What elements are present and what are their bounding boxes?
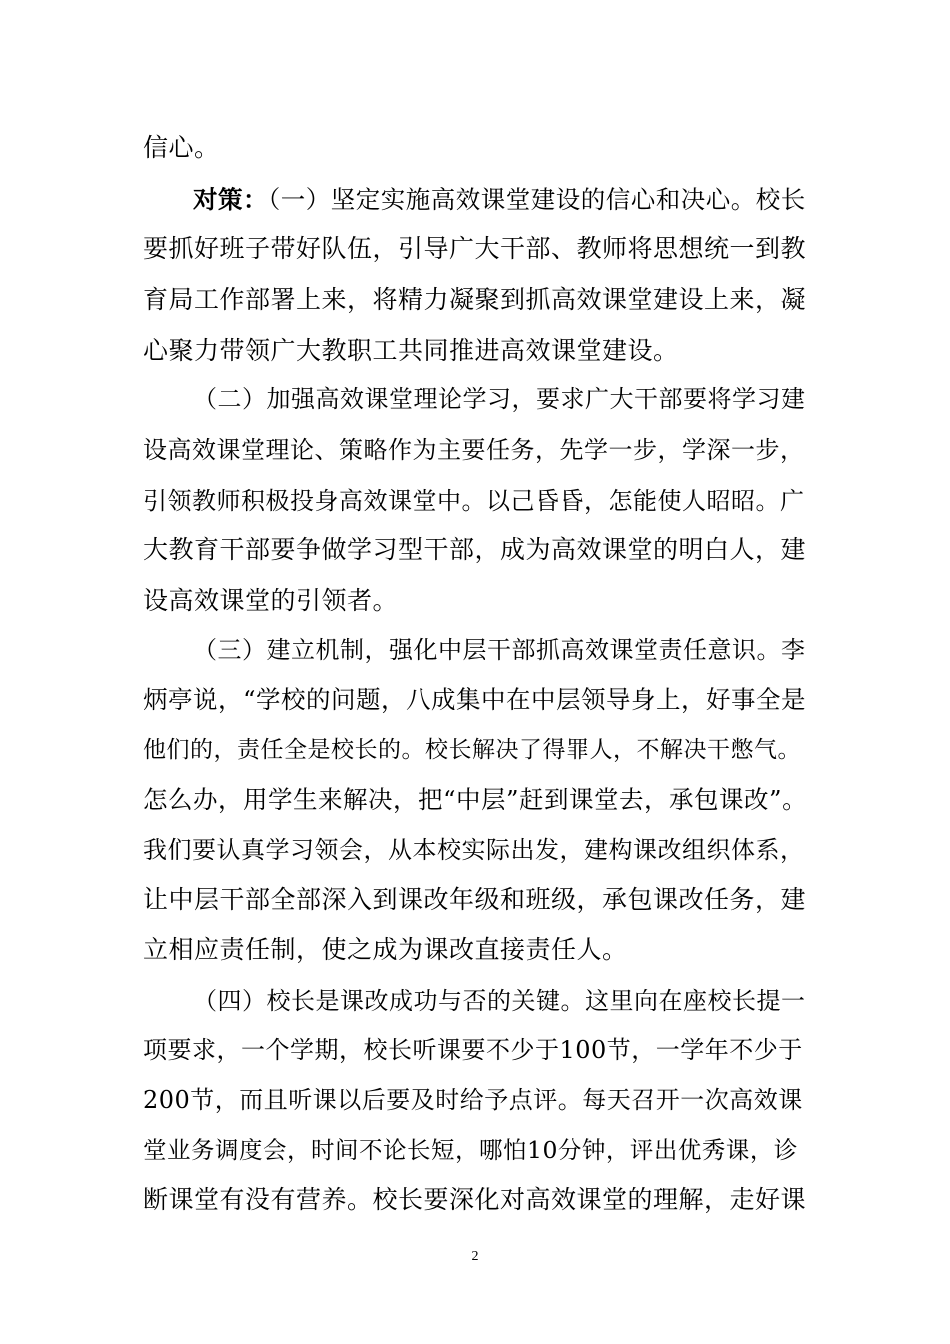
text-line: 引领教师积极投身高效课堂中。以己昏昏，怎能使人昭昭。广 [143, 487, 805, 515]
text-line: 育局工作部署上来，将精力凝聚到抓高效课堂建设上来，凝 [143, 285, 807, 314]
countermeasure-label: 对策： [193, 185, 268, 214]
text-line-countermeasure [193, 180, 806, 220]
text-line: 他们的，责任全是校长的。校长解决了得罪人，不解决干憋气。 [143, 737, 801, 763]
page-number: 2 [471, 1249, 479, 1264]
text-line: 200节，而且听课以后要及时给予点评。每天召开一次高效课 [143, 1086, 803, 1114]
text-line: 心聚力带领广大教职工共同推进高效课堂建设。 [143, 336, 679, 365]
text-line: 断课堂有没有营养。校长要深化对高效课堂的理解，走好课 [143, 1185, 807, 1214]
countermeasure-text: （一）坚定实施高效课堂建设的信心和决心。校长 [268, 185, 806, 214]
text-line: （三）建立机制，强化中层干部抓高效课堂责任意识。李 [193, 636, 806, 664]
text-line: 大教育干部要争做学习型干部，成为高效课堂的明白人，建 [143, 535, 807, 564]
text-line: 堂业务调度会，时间不论长短，哪怕10分钟，评出优秀课，诊 [143, 1136, 798, 1164]
text-line: 设高效课堂理论、策略作为主要任务，先学一步，学深一步， [143, 436, 805, 464]
text-line: 设高效课堂的引领者。 [143, 586, 399, 615]
text-line: 炳亭说，“学校的问题，八成集中在中层领导身上，好事全是 [143, 685, 807, 714]
text-line: 立相应责任制，使之成为课改直接责任人。 [143, 935, 628, 964]
text-line: 我们要认真学习领会，从本校实际出发，建构课改组织体系， [143, 836, 805, 864]
text-line: 要抓好班子带好队伍，引导广大干部、教师将思想统一到教 [143, 234, 807, 263]
text-line: 项要求，一个学期，校长听课要不少于100节，一学年不少于 [143, 1036, 803, 1064]
text-line: （四）校长是课改成功与否的关键。这里向在座校长提一 [193, 987, 806, 1015]
text-line: （二）加强高效课堂理论学习，要求广大干部要将学习建 [193, 385, 806, 413]
text-line: 信心。 [143, 133, 220, 162]
text-line: 让中层干部全部深入到课改年级和班级，承包课改任务，建 [143, 885, 807, 914]
text-line: 怎么办，用学生来解决，把“中层”赶到课堂去，承包课改”。 [143, 785, 808, 814]
